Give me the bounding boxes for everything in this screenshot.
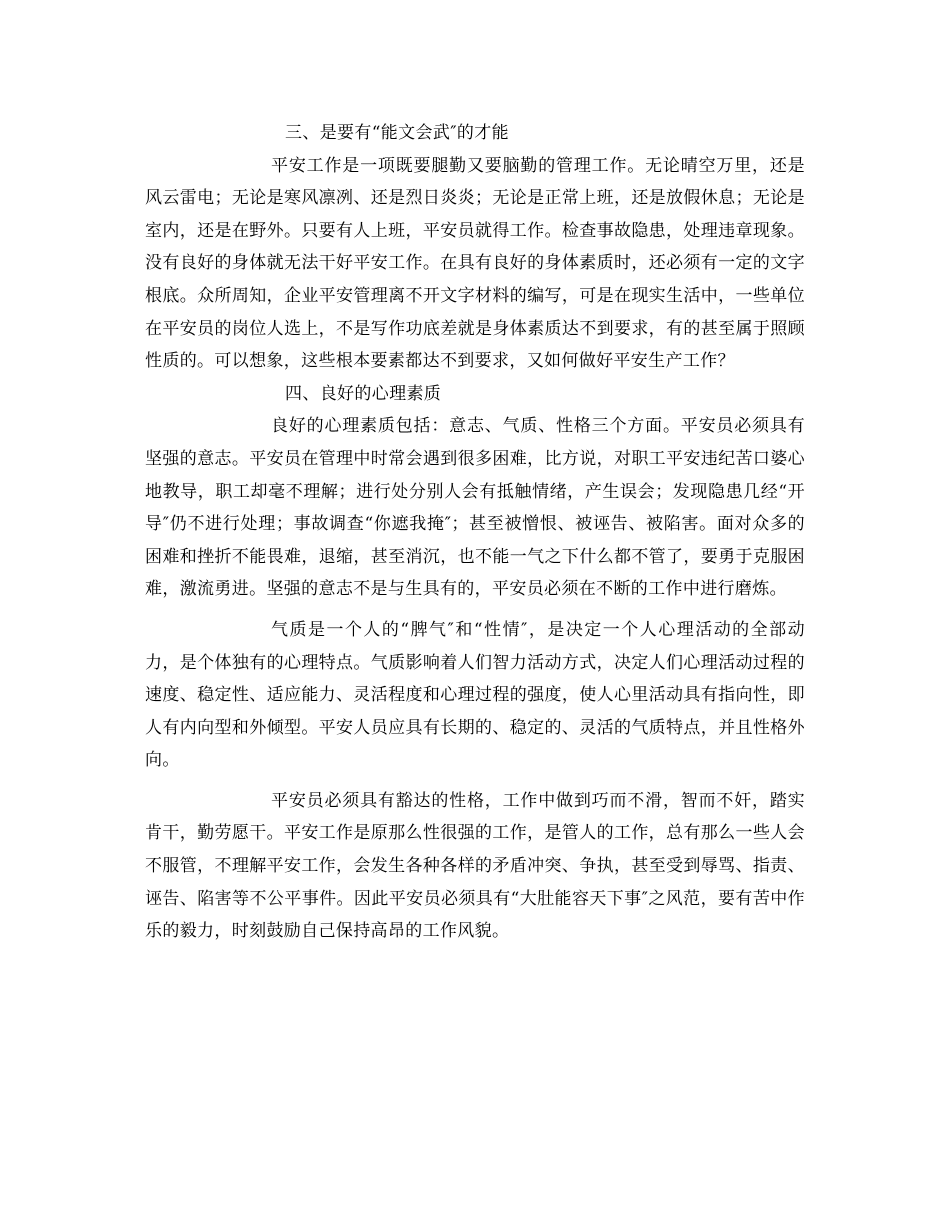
section-heading-3: 三、是要有“能文会武″的才能	[285, 123, 509, 143]
paragraph-temperament: 气质是一个人的“脾气″和“性情″，是决定一个人心理活动的全部动力，是个体独有的心理特点。气质影响着人们智力活动方式，决定人们心理活动过程的速度、稳定性、适应能力、灵活程度和心理过程的强度，使人心里活动具有指向性，即人有内向型和外倾型。平安人员应具有长期的、稳定的、灵活的气质特点，并且性格外向。	[145, 619, 805, 771]
paragraph-character: 平安员必须具有豁达的性格，工作中做到巧而不滑，智而不奸，踏实肯干，勤劳愿干。平安工作是原那么性很强的工作，是管人的工作，总有那么一些人会不服管，不理解平安工作，会发生各种各样的矛盾冲突、争执，甚至受到辱骂、指责、诬告、陷害等不公平事件。因此平安员必须具有“大肚能容天下事″之风范，要有苦中作乐的毅力，时刻鼓励自己保持高昂的工作风貌。	[145, 790, 805, 942]
document-body	[145, 117, 805, 948]
paragraph-psychological-quality: 良好的心理素质包括：意志、气质、性格三个方面。平安员必须具有坚强的意志。平安员在管理中时常会遇到很多困难，比方说，对职工平安违纪苦口婆心地教导，职工却毫不理解；进行处分别人会有抵触情绪，产生误会；发现隐患几经“开导″仍不进行处理；事故调查“你遮我掩″；甚至被憎恨、被诬告、被陷害。面对众多的困难和挫折不能畏难，退缩，甚至消沉，也不能一气之下什么都不管了，要勇于克服困难，激流勇进。坚强的意志不是与生具有的，平安员必须在不断的工作中进行磨炼。	[145, 416, 805, 600]
section-heading-4: 四、良好的心理素质	[285, 383, 442, 404]
paragraph-safety-work: 平安工作是一项既要腿勤又要脑勤的管理工作。无论晴空万里，还是风云雷电；无论是寒风凛冽、还是烈日炎炎；无论是正常上班，还是放假休息；无论是室内，还是在野外。只要有人上班，平安员就得工作。检查事故隐患，处理违章现象。没有良好的身体就无法干好平安工作。在具有良好的身体素质时，还必须有一定的文字根底。众所周知，企业平安管理离不开文字材料的编写，可是在现实生活中，一些单位在平安员的岗位人选上，不是写作功底差就是身体素质达不到要求，有的甚至属于照顾性质的。可以想象，这些根本要素都达不到要求，又如何做好平安生产工作？	[145, 155, 805, 372]
